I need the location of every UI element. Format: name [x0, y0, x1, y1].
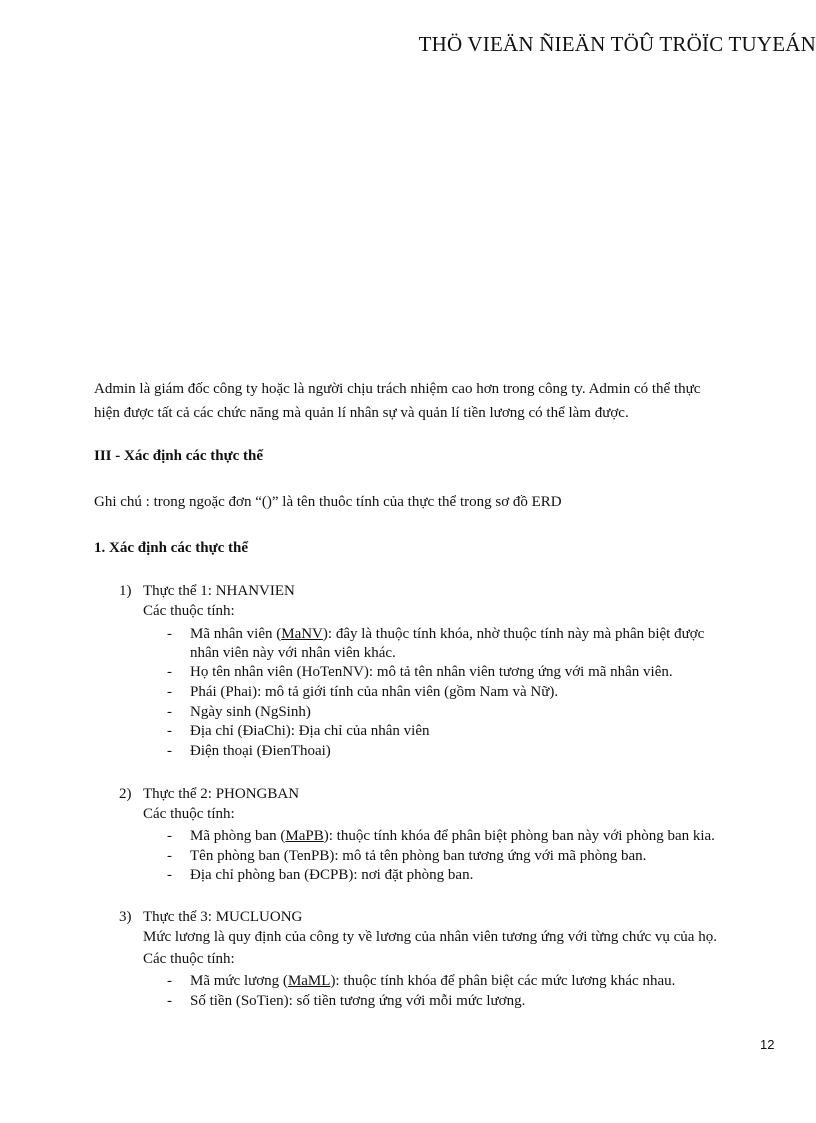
dash-marker: -: [167, 626, 172, 642]
entity-2-attr-label: Các thuộc tính:: [143, 806, 235, 822]
entity-1-title-row: [119, 583, 295, 600]
dash-marker: -: [167, 973, 172, 989]
item-text: Phái (Phai): mô tả giới tính của nhân viên (gồm Nam và Nữ).: [190, 684, 559, 700]
entity-1-item: [167, 664, 673, 681]
dash-marker: -: [167, 867, 172, 883]
intro-line-2: hiện được tất cả các chức năng mà quản lí nhân sự và quản lí tiền lương có thể làm được.: [94, 405, 629, 421]
subsection-heading: 1. Xác định các thực thể: [94, 540, 248, 556]
item-text: Ngày sinh (NgSinh): [190, 704, 311, 720]
entity-3-description: Mức lương là quy định của công ty về lương của nhân viên tương ứng với từng chức vụ của họ.: [143, 929, 717, 945]
entity-3-attr-label: Các thuộc tính:: [143, 951, 235, 967]
entity-1-title: Thực thể 1: NHANVIEN: [143, 583, 295, 599]
entity-1-item: [167, 723, 430, 740]
section-heading: III - Xác định các thực thể: [94, 448, 263, 464]
dash-marker: -: [167, 848, 172, 864]
dash-marker: -: [167, 704, 172, 720]
item-text: ): thuộc tính khóa để phân biệt các mức lương khác nhau.: [330, 973, 676, 989]
dash-marker: -: [167, 664, 172, 680]
entity-1-item: [167, 684, 558, 701]
entity-1-item-continuation: nhân viên này với nhân viên khác.: [190, 645, 396, 661]
entity-3-item: [167, 993, 525, 1010]
entity-1-attr-label: Các thuộc tính:: [143, 603, 235, 619]
dash-marker: -: [167, 828, 172, 844]
entity-1-item: [167, 743, 331, 760]
entity-3-title-row: [119, 909, 302, 926]
item-text: Số tiền (SoTien): số tiền tương ứng với mỗi mức lương.: [190, 993, 526, 1009]
note-line: Ghi chú : trong ngoặc đơn “()” là tên thuôc tính của thực thể trong sơ đồ ERD: [94, 494, 562, 510]
item-text: Họ tên nhân viên (HoTenNV): mô tả tên nhân viên tương ứng với mã nhân viên.: [190, 664, 673, 680]
item-text: Tên phòng ban (TenPB): mô tả tên phòng ban tương ứng với mã phòng ban.: [190, 848, 647, 864]
key-attribute: MaPB: [285, 828, 324, 844]
entity-2-number: 2): [119, 786, 132, 802]
entity-3-title: Thực thể 3: MUCLUONG: [143, 909, 303, 925]
dash-marker: -: [167, 993, 172, 1009]
page-number: 12: [760, 1037, 775, 1052]
entity-1-number: 1): [119, 583, 132, 599]
entity-2-item: [167, 848, 646, 865]
dash-marker: -: [167, 684, 172, 700]
entity-2-title-row: [119, 786, 299, 803]
intro-line-1: Admin là giám đốc công ty hoặc là người chịu trách nhiệm cao hơn trong công ty. Admin có thể thực: [94, 381, 701, 397]
item-text: ): đây là thuộc tính khóa, nhờ thuộc tính này mà phân biệt được: [322, 626, 705, 642]
item-text: Điện thoại (ĐienThoai): [190, 743, 331, 759]
key-attribute: MaML: [287, 973, 331, 989]
item-text: ): thuộc tính khóa để phân biệt phòng ban này với phòng ban kia.: [323, 828, 715, 844]
dash-marker: -: [167, 723, 172, 739]
item-text: Mã mức lương (: [190, 973, 288, 989]
item-text: Địa chỉ (ĐiaChi): Địa chỉ của nhân viên: [190, 723, 430, 739]
entity-2-item: [167, 867, 473, 884]
entity-3-number: 3): [119, 909, 132, 925]
item-text: Địa chỉ phòng ban (ĐCPB): nơi đặt phòng ban.: [190, 867, 474, 883]
entity-3-item: [167, 973, 675, 990]
entity-1-item: [167, 626, 704, 643]
entity-2-item: [167, 828, 715, 845]
entity-1-item: [167, 704, 311, 721]
key-attribute: MaNV: [281, 626, 323, 642]
item-text: Mã nhân viên (: [190, 626, 282, 642]
running-header: THÖ VIEÄN ÑIEÄN TÖÛ TRÖÏC TUYEÁN: [418, 32, 816, 56]
item-text: Mã phòng ban (: [190, 828, 286, 844]
dash-marker: -: [167, 743, 172, 759]
entity-2-title: Thực thể 2: PHONGBAN: [143, 786, 300, 802]
